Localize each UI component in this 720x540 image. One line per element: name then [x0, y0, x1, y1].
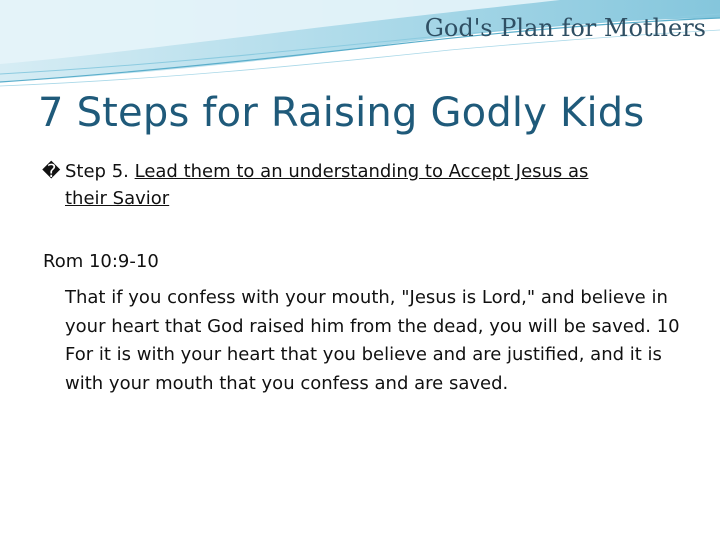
scripture-text: That if you confess with your mouth, "Jesus is Lord," and believe in your heart that God raised him from the dead, you will be saved. 10 For it is with your heart that you believe and are justified, and it is with your mouth that you confess and are saved.: [65, 287, 680, 394]
bullet-glyph: �: [42, 161, 61, 182]
scripture-reference: Rom 10:9-10: [43, 251, 159, 272]
step-description-line-2: their Savior: [65, 188, 170, 209]
step-prefix: Step 5.: [65, 161, 135, 182]
step-description-line-1: Lead them to an understanding to Accept Jesus as: [134, 161, 589, 182]
slide-title: 7 Steps for Raising Godly Kids: [38, 90, 645, 136]
step-bullet-item: [42, 158, 682, 212]
presentation-title: God's Plan for Mothers: [424, 14, 706, 42]
